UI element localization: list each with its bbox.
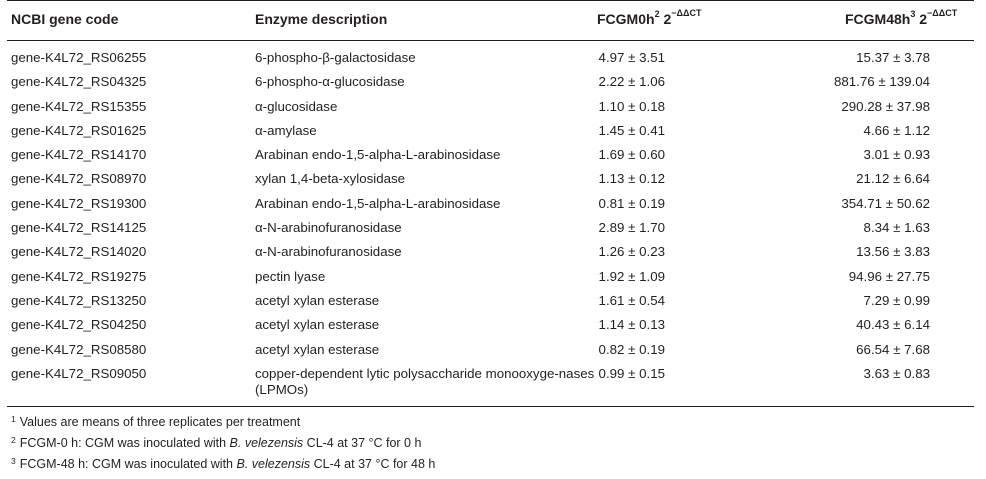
footnote-text-suffix: CL-4 at 37 °C for 0 h xyxy=(303,436,422,450)
fcgm0h-value-cell: 1.61 ± 0.54 xyxy=(598,292,665,308)
footnote-number: 3 xyxy=(11,456,16,466)
gene-code-cell: gene-K4L72_RS19275 xyxy=(11,268,147,284)
enzyme-description-cell: α-N-arabinofuranosidase xyxy=(255,220,402,236)
fcgm48h-value-cell: 881.76 ± 139.04 xyxy=(833,74,930,90)
table-row xyxy=(0,167,986,191)
footnote-species: B. velezensis xyxy=(236,457,311,471)
table-row xyxy=(0,216,986,240)
gene-code-cell: gene-K4L72_RS04325 xyxy=(11,74,147,90)
fcgm48h-value-cell: 21.12 ± 6.64 xyxy=(856,171,930,187)
fcgm0h-value-cell: 1.10 ± 0.18 xyxy=(598,98,665,114)
fcgm0h-value-cell: 4.97 ± 3.51 xyxy=(598,50,665,65)
table-row xyxy=(0,265,986,289)
formula-exponent: −ΔΔCT xyxy=(671,8,702,18)
table-footnotes xyxy=(11,412,435,475)
enzyme-description-cell: acetyl xylan esterase xyxy=(255,317,380,333)
enzyme-description-cell: pectin lyase xyxy=(255,268,326,284)
fcgm0h-value-cell: 1.13 ± 0.12 xyxy=(598,171,665,187)
enzyme-description-cell: acetyl xylan esterase xyxy=(255,292,380,308)
table-row xyxy=(0,240,986,264)
gene-code-cell: gene-K4L72_RS14020 xyxy=(11,244,147,260)
formula-base: 2 xyxy=(663,11,672,27)
footnote-text: FCGM-0 h: CGM was inoculated with xyxy=(19,436,230,450)
formula-base: 2 xyxy=(919,11,928,27)
fcgm48h-value-cell: 4.66 ± 1.12 xyxy=(863,122,930,138)
table-row xyxy=(0,313,986,337)
fcgm48h-value-cell: 3.01 ± 0.93 xyxy=(863,147,930,163)
fcgm0h-value-cell: 0.99 ± 0.15 xyxy=(598,365,665,381)
header-fcgm0h xyxy=(597,8,702,27)
header-fcgm0h-footnote-mark: 2 xyxy=(654,9,660,19)
enzyme-description-cell: α-N-arabinofuranosidase xyxy=(255,244,402,260)
header-fcgm48h-footnote-mark: 3 xyxy=(910,9,916,19)
footnote xyxy=(11,433,435,454)
enzyme-description-cell: Arabinan endo-1,5-alpha-L-arabinosidase xyxy=(255,147,501,163)
footnote-species: B. velezensis xyxy=(229,436,304,450)
table-row xyxy=(0,95,986,119)
table-row xyxy=(0,70,986,94)
enzyme-description-cell: 6-phospho-β-galactosidase xyxy=(255,50,416,65)
enzyme-description-cell: α-amylase xyxy=(255,122,317,138)
gene-code-cell: gene-K4L72_RS15355 xyxy=(11,98,147,114)
header-fcgm0h-label: FCGM0h xyxy=(597,11,655,27)
header-enzyme-description: Enzyme description xyxy=(255,11,388,27)
fcgm48h-value-cell: 13.56 ± 3.83 xyxy=(856,244,930,260)
enzyme-description-cell: copper-dependent lytic polysaccharide monooxyge-nases (LPMOs) xyxy=(255,365,595,397)
table-row xyxy=(0,289,986,313)
table-row xyxy=(0,362,986,398)
fcgm48h-value-cell: 7.29 ± 0.99 xyxy=(863,292,930,308)
gene-code-cell: gene-K4L72_RS08970 xyxy=(11,171,147,187)
gene-code-cell: gene-K4L72_RS14125 xyxy=(11,220,147,236)
table-row xyxy=(0,46,986,70)
formula-exponent: −ΔΔCT xyxy=(927,8,958,18)
enzyme-description-cell: xylan 1,4-beta-xylosidase xyxy=(255,171,406,187)
gene-code-cell: gene-K4L72_RS01625 xyxy=(11,122,147,138)
gene-code-cell: gene-K4L72_RS13250 xyxy=(11,292,147,308)
fcgm0h-value-cell: 1.69 ± 0.60 xyxy=(598,147,665,163)
footnote-text-suffix: CL-4 at 37 °C for 48 h xyxy=(310,457,436,471)
enzyme-description-cell: acetyl xylan esterase xyxy=(255,341,380,357)
enzyme-description-cell: 6-phospho-α-glucosidase xyxy=(255,74,405,90)
header-fcgm48h xyxy=(845,8,958,27)
fcgm48h-value-cell: 15.37 ± 3.78 xyxy=(856,50,930,65)
table-header-rule xyxy=(7,40,974,41)
fcgm48h-value-cell: 290.28 ± 37.98 xyxy=(841,98,930,114)
fcgm48h-value-cell: 94.96 ± 27.75 xyxy=(848,268,930,284)
footnote-text: FCGM-48 h: CGM was inoculated with xyxy=(19,457,237,471)
fcgm0h-value-cell: 0.82 ± 0.19 xyxy=(598,341,665,357)
fcgm0h-value-cell: 2.89 ± 1.70 xyxy=(598,220,665,236)
footnote-text: Values are means of three replicates per treatment xyxy=(19,415,301,429)
table-bottom-rule xyxy=(7,406,974,407)
fcgm0h-value-cell: 0.81 ± 0.19 xyxy=(598,195,665,211)
gene-code-cell: gene-K4L72_RS08580 xyxy=(11,341,147,357)
gene-code-cell: gene-K4L72_RS06255 xyxy=(11,50,147,65)
table-row xyxy=(0,192,986,216)
footnote xyxy=(11,454,435,475)
header-fcgm48h-formula xyxy=(919,8,958,27)
header-gene-code: NCBI gene code xyxy=(11,11,119,27)
fcgm48h-value-cell: 66.54 ± 7.68 xyxy=(856,341,930,357)
footnote xyxy=(11,412,435,433)
enzyme-description-cell: α-glucosidase xyxy=(255,98,338,114)
fcgm0h-value-cell: 1.26 ± 0.23 xyxy=(598,244,665,260)
footnote-number: 2 xyxy=(11,435,16,445)
footnote-number: 1 xyxy=(11,414,16,424)
header-fcgm0h-formula xyxy=(663,8,702,27)
gene-code-cell: gene-K4L72_RS14170 xyxy=(11,147,147,163)
fcgm48h-value-cell: 354.71 ± 50.62 xyxy=(841,195,930,211)
fcgm0h-value-cell: 1.45 ± 0.41 xyxy=(598,122,665,138)
fcgm0h-value-cell: 1.14 ± 0.13 xyxy=(598,317,665,333)
gene-code-cell: gene-K4L72_RS04250 xyxy=(11,317,147,333)
gene-code-cell: gene-K4L72_RS19300 xyxy=(11,195,147,211)
table-row xyxy=(0,338,986,362)
header-fcgm48h-label: FCGM48h xyxy=(845,11,911,27)
fcgm0h-value-cell: 2.22 ± 1.06 xyxy=(598,74,665,90)
table-top-rule xyxy=(7,0,974,1)
fcgm0h-value-cell: 1.92 ± 1.09 xyxy=(598,268,665,284)
table-body xyxy=(0,46,986,398)
fcgm48h-value-cell: 3.63 ± 0.83 xyxy=(863,365,930,381)
table-row xyxy=(0,143,986,167)
table-row xyxy=(0,119,986,143)
fcgm48h-value-cell: 40.43 ± 6.14 xyxy=(856,317,930,333)
gene-code-cell: gene-K4L72_RS09050 xyxy=(11,365,147,381)
enzyme-description-cell: Arabinan endo-1,5-alpha-L-arabinosidase xyxy=(255,195,501,211)
fcgm48h-value-cell: 8.34 ± 1.63 xyxy=(863,220,930,236)
